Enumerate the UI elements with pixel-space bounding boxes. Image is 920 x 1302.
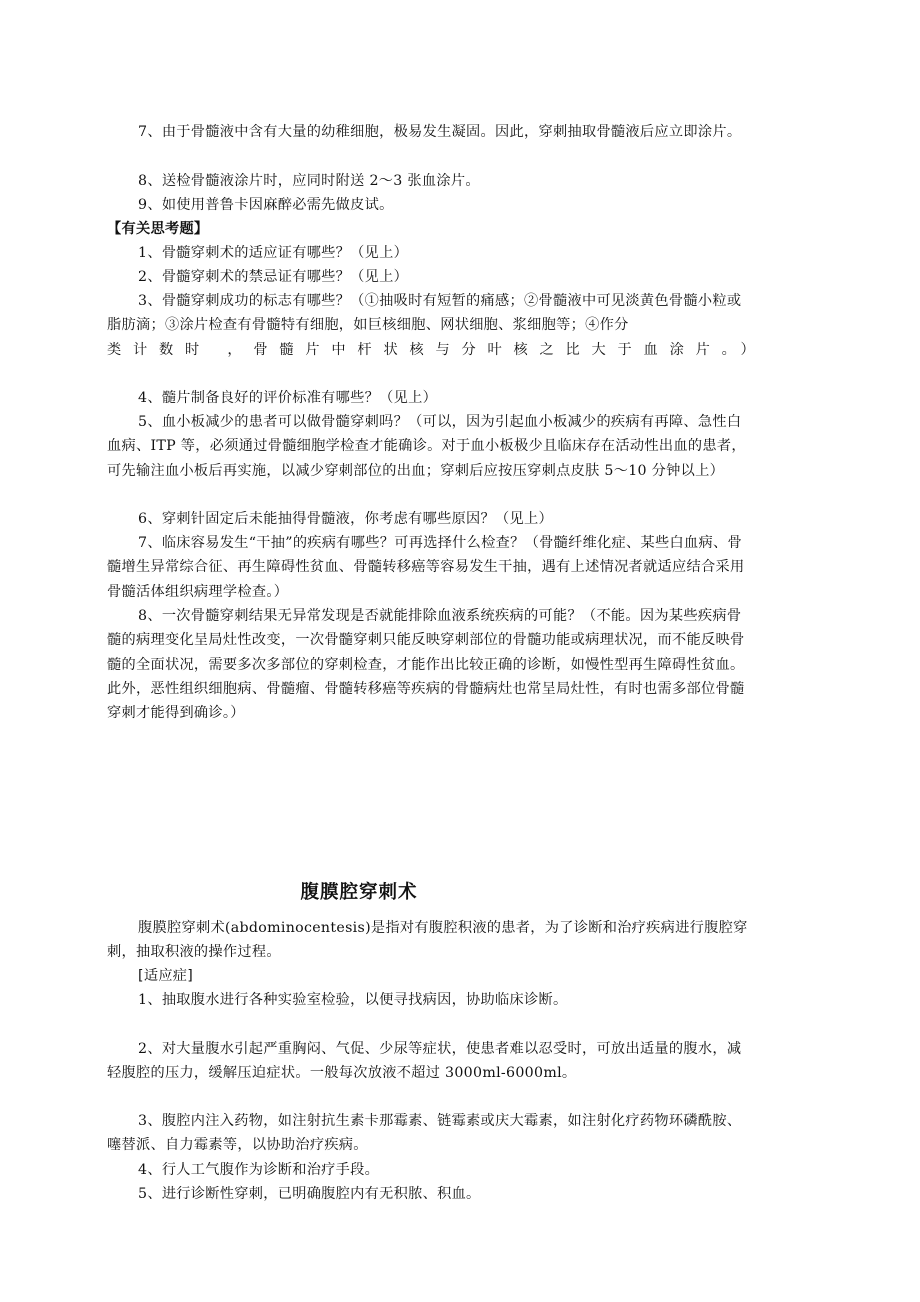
question-5: 5、血小板减少的患者可以做骨髓穿刺吗？（可以，因为引起血小板减少的疾病有再障、急性白血病、ITP 等，必须通过骨髓细胞学检查才能确诊。对于血小板极少且临床存在活动性出血的患者，可先输注血小板后再实施，以减少穿刺部位的出血；穿刺后应按压穿刺点皮肤 5～10 分钟以上） <box>107 414 746 479</box>
section-title-text: 腹膜腔穿刺术 <box>300 882 418 903</box>
questions-heading: 【有关思考题】 <box>107 221 209 237</box>
question-7: 7、临床容易发生“干抽”的疾病有哪些？可再选择什么检查？（骨髓纤维化症、某些白血病、骨髓增生异常综合征、再生障碍性贫血、骨髓转移癌等容易发生干抽，遇有上述情况者就适应结合采用骨髓活体组织病理学检查。） <box>107 535 745 600</box>
question-1: 1、骨髓穿刺术的适应证有哪些？（见上） <box>138 245 409 261</box>
indication-3: 3、腹腔内注入药物，如注射抗生素卡那霉素、链霉素或庆大霉素，如注射化疗药物环磷酰胺、噻替派、自力霉素等，以协助治疗疾病。 <box>107 1113 742 1154</box>
question-3-continued: 类计数时 ，骨髓片中杆状核与分叶核之比大于血涂片。） <box>107 342 755 358</box>
indication-4: 4、行人工气腹作为诊断和治疗手段。 <box>138 1162 380 1178</box>
paragraph-item-8: 8、送检骨髓液涂片时，应同时附送 2～3 张血涂片。 <box>138 173 480 189</box>
paragraph-item-7: 7、由于骨髓液中含有大量的幼稚细胞，极易发生凝固。因此，穿刺抽取骨髓液后应立即涂片。 <box>138 124 742 140</box>
indication-2: 2、对大量腹水引起严重胸闷、气促、少尿等症状，使患者难以忍受时，可放出适量的腹水，减轻腹腔的压力，缓解压迫症状。一般每次放液不超过 3000ml-6000ml。 <box>107 1041 742 1082</box>
paragraph-item-9: 9、如使用普鲁卡因麻醉必需先做皮试。 <box>138 197 394 213</box>
indication-1: 1、抽取腹水进行各种实验室检验，以便寻找病因，协助临床诊断。 <box>138 992 568 1008</box>
section-intro: 腹膜腔穿刺术(abdominocentesis)是指对有腹腔积液的患者，为了诊断和治疗疾病进行腹腔穿刺，抽取积液的操作过程。 <box>107 920 748 961</box>
question-6: 6、穿刺针固定后未能抽得骨髓液，你考虑有哪些原因？（见上） <box>138 511 553 527</box>
section-title <box>0 878 920 904</box>
question-2: 2、骨髓穿刺术的禁忌证有哪些？（见上） <box>138 269 409 285</box>
question-3: 3、骨髓穿刺成功的标志有哪些？（①抽吸时有短暂的痛感；②骨髓液中可见淡黄色骨髓小粒或脂肪滴；③涂片检查有骨髓特有细胞，如巨核细胞、网状细胞、浆细胞等；④作分 <box>107 293 742 334</box>
question-8: 8、一次骨髓穿刺结果无异常发现是否就能排除血液系统疾病的可能？（不能。因为某些疾病骨髓的病理变化呈局灶性改变，一次骨髓穿刺只能反映穿刺部位的骨髓功能或病理状况，而不能反映骨髓的全面状况，需要多次多部位的穿刺检查，才能作出比较正确的诊断，如慢性型再生障碍性贫血。此外，恶性组织细胞病、骨髓瘤、骨髓转移癌等疾病的骨髓病灶也常呈局灶性，有时也需多部位骨髓穿刺才能得到确诊。） <box>107 608 745 722</box>
question-4: 4、髓片制备良好的评价标准有哪些？（见上） <box>138 390 438 406</box>
indication-5: 5、进行诊断性穿刺，已明确腹腔内有无积脓、积血。 <box>138 1186 481 1202</box>
indications-heading: [适应症] <box>138 968 194 984</box>
